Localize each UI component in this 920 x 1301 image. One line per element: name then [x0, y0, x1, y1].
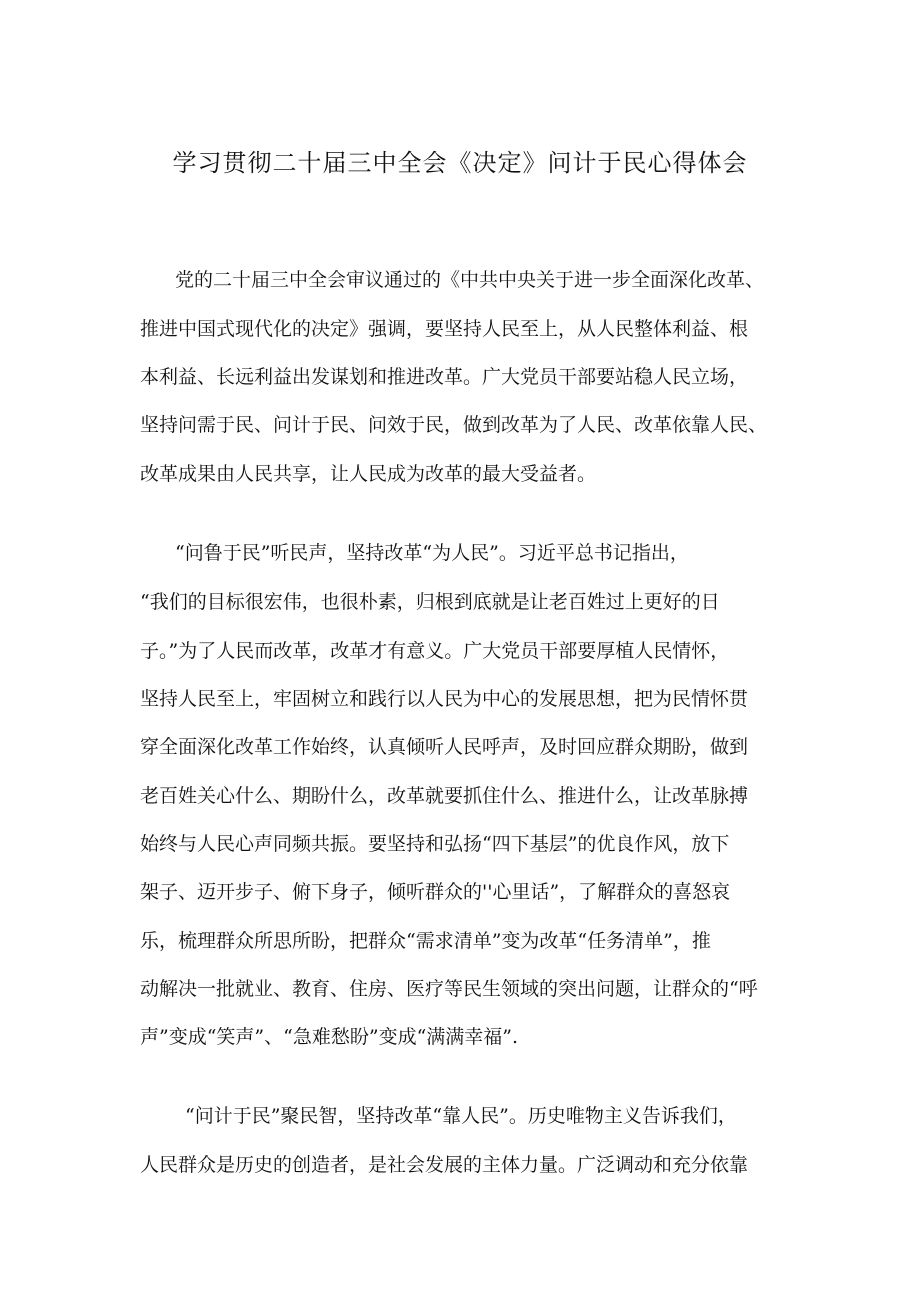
paragraph-line: 始终与人民心声同频共振。要坚持和弘扬“四下基层”的优良作风，放下: [140, 833, 730, 855]
paragraph-line: 老百姓关心什么、期盼什么，改革就要抓住什么、推进什么，让改革脉搏: [140, 785, 749, 807]
paragraph-line: 本利益、长远利益出发谋划和推进改革。广大党员干部要站稳人民立场，: [140, 366, 749, 388]
paragraph-line: 改革成果由人民共享，让人民成为改革的最大受益者。: [140, 463, 597, 485]
paragraph-line: “问鲁于民”听民声，坚持改革“为人民”。习近平总书记指出，: [175, 542, 689, 564]
paragraph-line: 架子、迈开步子、俯下身子，倾听群众的''心里话”，了解群众的喜怒哀: [140, 881, 731, 903]
paragraph-line: “我们的目标很宏伟，也很朴素，归根到底就是让老百姓过上更好的日: [140, 591, 720, 613]
paragraph-line: 坚持人民至上，牢固树立和践行以人民为中心的发展思想，把为民情怀贯: [140, 688, 749, 710]
paragraph-line: “问计于民”聚民智，坚持改革“靠人民”。历史唯物主义告诉我们，: [185, 1105, 737, 1127]
paragraph-line: 动解决一批就业、教育、住房、医疗等民生领域的突出问题，让群众的“呼: [140, 978, 758, 1000]
paragraph-line: 穿全面深化改革工作始终，认真倾听人民呼声，及时回应群众期盼，做到: [140, 736, 749, 758]
paragraph-line: 子。”为了人民而改革，改革才有意义。广大党员干部要厚植人民情怀，: [140, 640, 730, 662]
paragraph-line: 乐，梳理群众所思所盼，把群众“需求清单”变为改革“任务清单”，推: [140, 930, 711, 952]
paragraph-line: 推进中国式现代化的决定》强调，要坚持人民至上，从人民整体利益、根: [140, 318, 749, 340]
document-title: 学习贯彻二十届三中全会《决定》问计于民心得体会: [172, 149, 748, 177]
paragraph-line: 坚持问需于民、问计于民、问效于民，做到改革为了人民、改革依靠人民、: [140, 414, 768, 436]
paragraph-line: 人民群众是历史的创造者，是社会发展的主体力量。广泛调动和充分依靠: [140, 1154, 749, 1176]
paragraph-line: 声”变成“笑声”、“急难愁盼”变成“满满幸福”.: [140, 1026, 519, 1048]
paragraph-line: 党的二十届三中全会审议通过的《中共中央关于进一步全面深化改革、: [175, 269, 765, 291]
